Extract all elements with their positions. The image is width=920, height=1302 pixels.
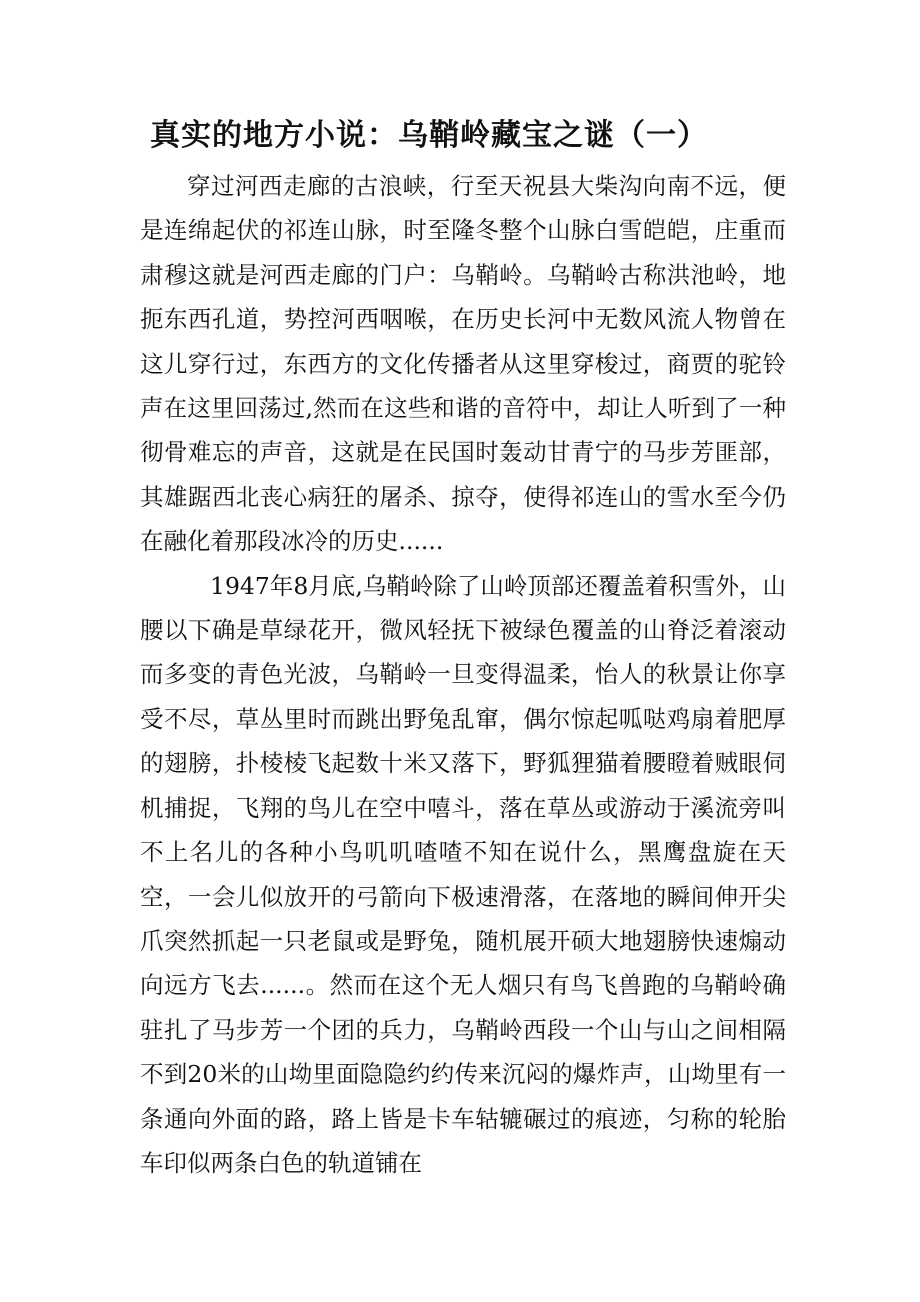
document-title: 真实的地方小说：乌鞘岭藏宝之谜（一） (150, 118, 708, 153)
paragraph-2: 1947年8月底,乌鞘岭除了山岭顶部还覆盖着积雪外，山腰以下确是草绿花开，微风轻抚下被绿色覆盖的山脊泛着滚动而多变的青色光波，乌鞘岭一旦变得温柔，怡人的秋景让你享受不尽，草丛里时而跳出野兔乱窜，偶尔惊起呱哒鸡扇着肥厚的翅膀，扑棱棱飞起数十米又落下，野狐狸猫着腰瞪着贼眼伺机捕捉，飞翔的鸟儿在空中嘻斗，落在草丛或游动于溪流旁叫不上名儿的各种小鸟叽叽喳喳不知在说什么，黑鹰盘旋在天空，一会儿似放开的弓箭向下极速滑落，在落地的瞬间伸开尖爪突然抓起一只老鼠或是野兔，随机展开硕大地翅膀快速煽动向远方飞去......。然而在这个无人烟只有鸟飞兽跑的乌鞘岭确驻扎了马步芳一个团的兵力，乌鞘岭西段一个山与山之间相隔不到20米的山坳里面隐隐约约传来沉闷的爆炸声，山坳里有一条通向外面的路，路上皆是卡车轱辘碾过的痕迹，匀称的轮胎车印似两条白色的轨道铺在 (140, 571, 786, 1177)
paragraph-1: 穿过河西走廊的古浪峡，行至天祝县大柴沟向南不远，便是连绵起伏的祁连山脉，时至隆冬整个山脉白雪皑皑，庄重而肃穆这就是河西走廊的门户：乌鞘岭。乌鞘岭古称洪池岭，地扼东西孔道，势控河西咽喉，在历史长河中无数风流人物曾在这儿穿行过，东西方的文化传播者从这里穿梭过，商贾的驼铃声在这里回荡过,然而在这些和谐的音符中，却让人听到了一种彻骨难忘的声音，这就是在民国时轰动甘青宁的马步芳匪部，其雄踞西北丧心病狂的屠杀、掠夺，使得祁连山的雪水至今仍在融化着那段冰冷的历史...... (140, 172, 786, 556)
document-body (140, 164, 786, 1185)
